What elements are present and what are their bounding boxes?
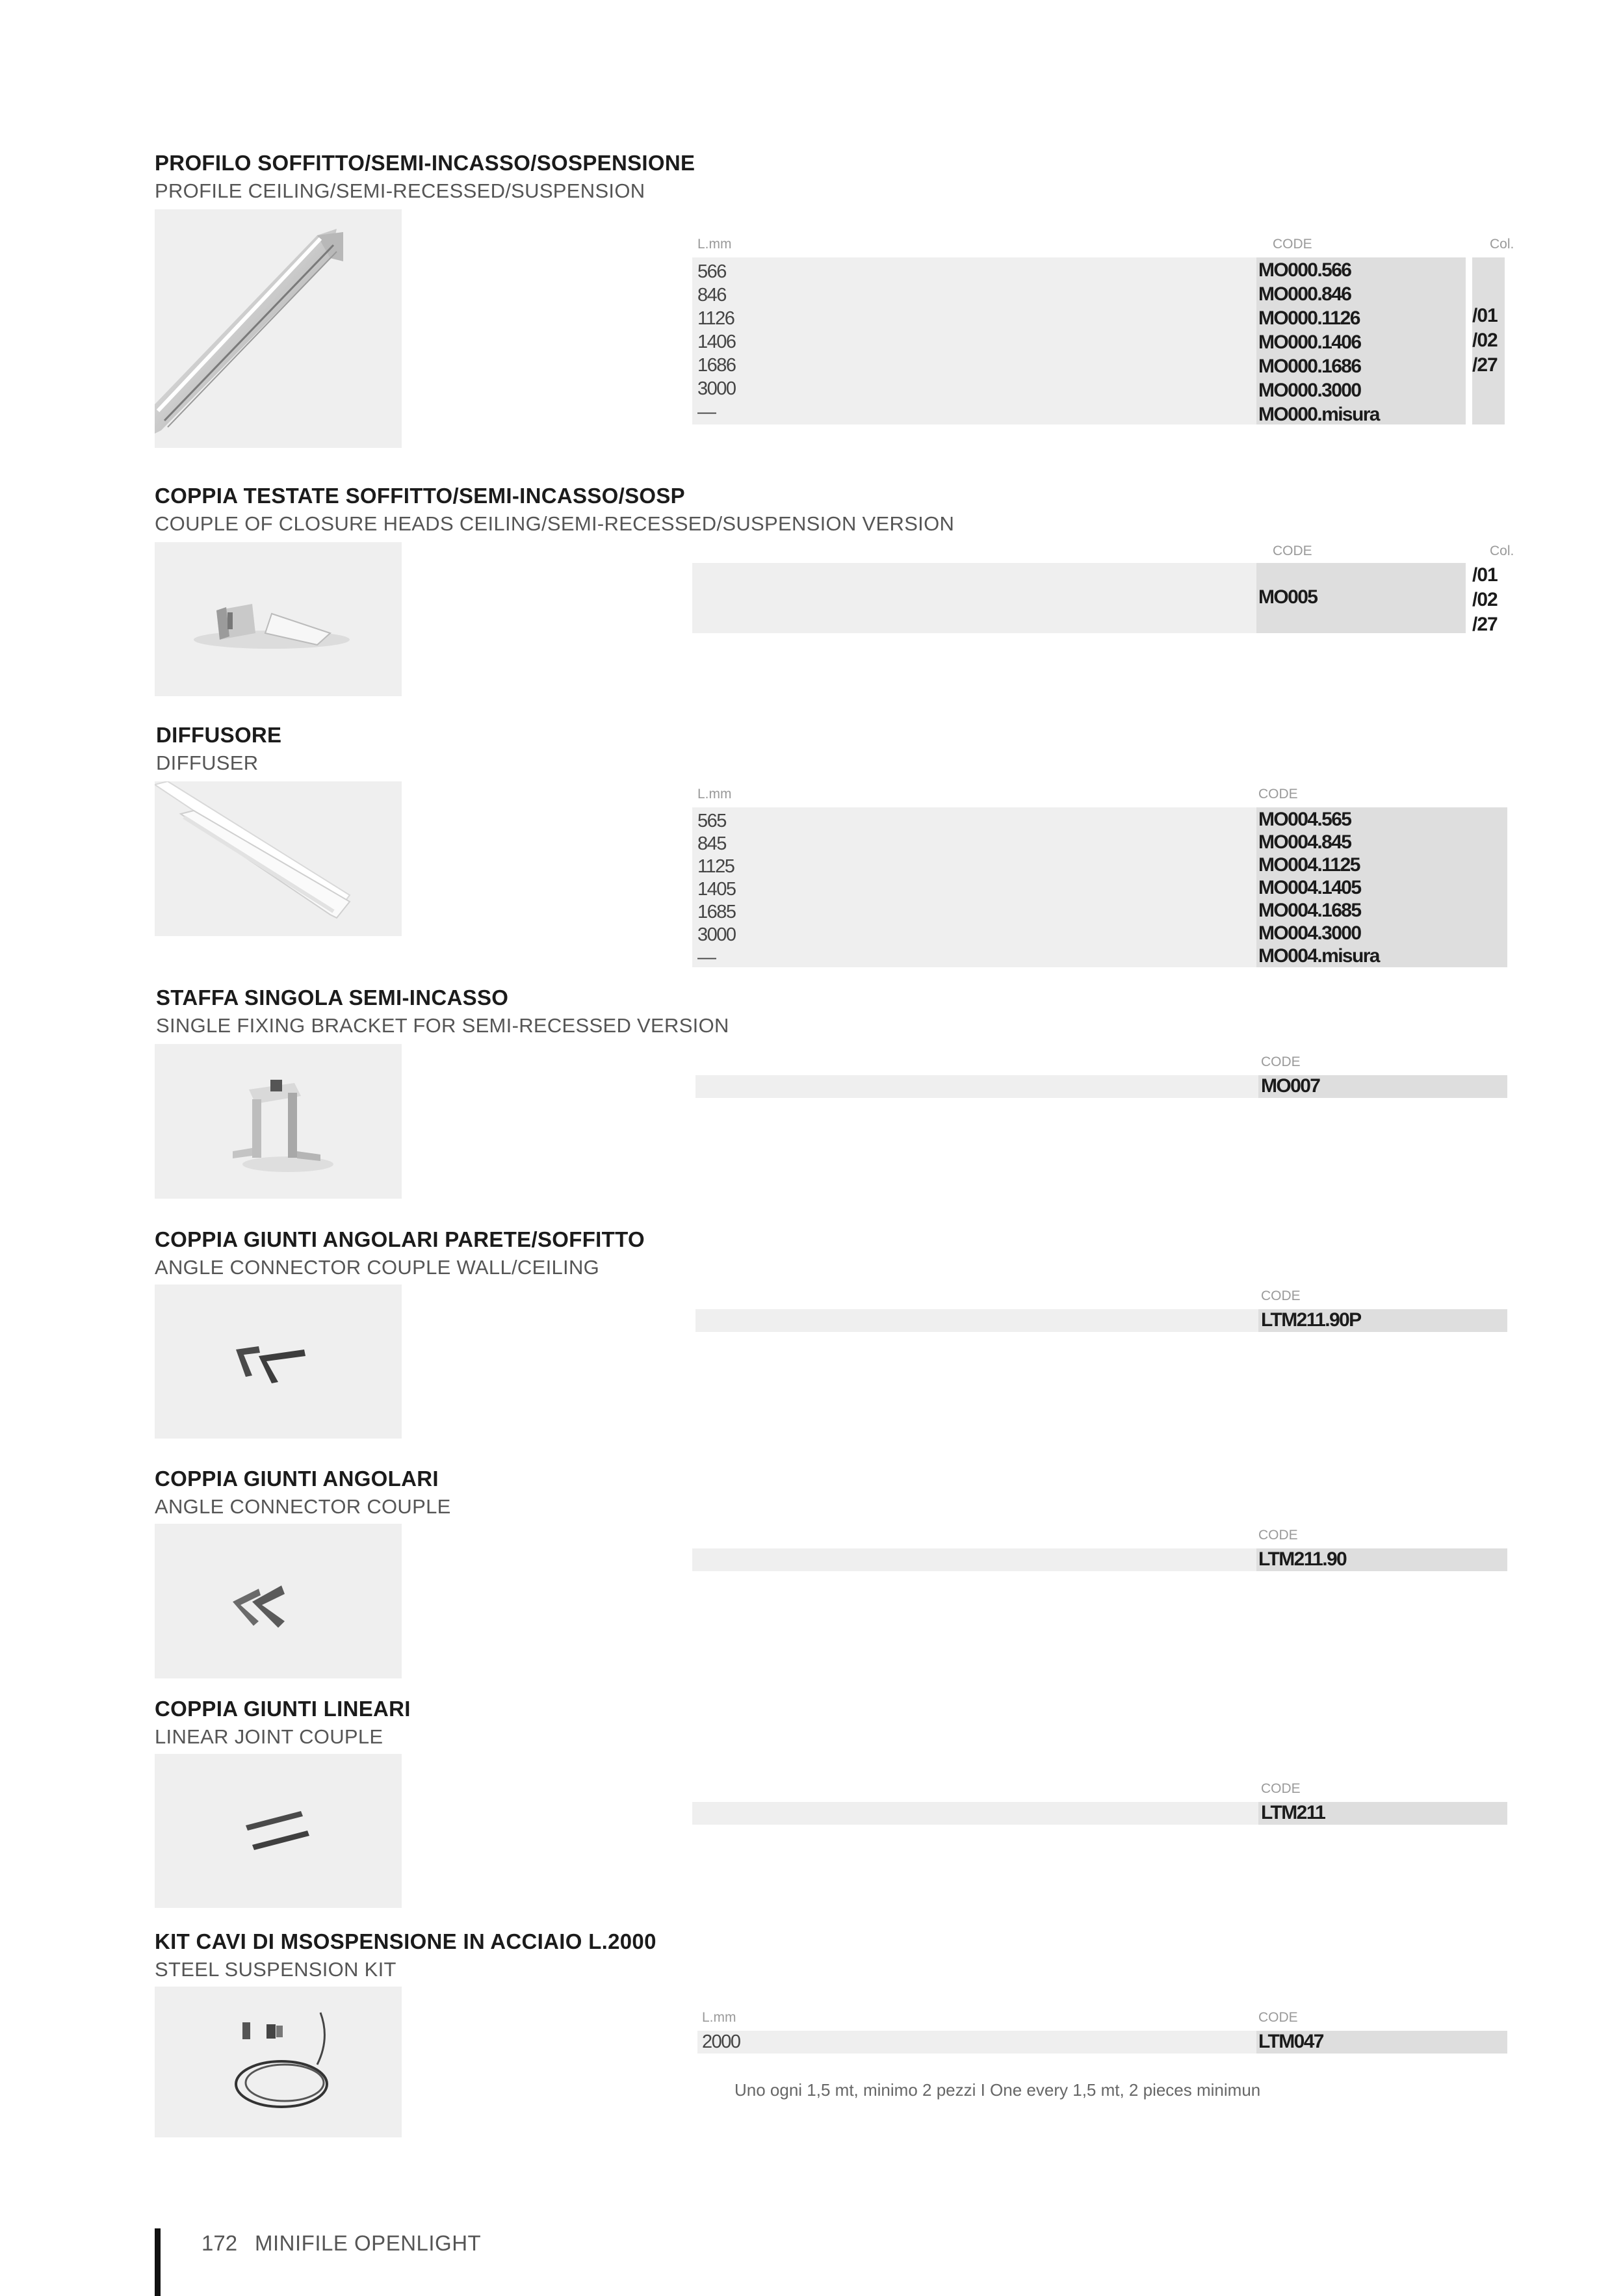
length-value: 2000 bbox=[702, 2031, 740, 2052]
length-value: 1685 bbox=[697, 902, 736, 922]
code-band-left bbox=[692, 1548, 1256, 1571]
diffuser-image bbox=[155, 781, 402, 936]
section-title-it: COPPIA GIUNTI LINEARI bbox=[155, 1697, 411, 1721]
length-band bbox=[697, 2031, 1256, 2054]
section-title-en: PROFILE CEILING/SEMI-RECESSED/SUSPENSION bbox=[155, 179, 645, 202]
section-title-it: KIT CAVI DI MSOSPENSIONE IN ACCIAIO L.2000 bbox=[155, 1929, 656, 1953]
product-code: MO004.1125 bbox=[1258, 854, 1360, 876]
code-label: CODE bbox=[1273, 237, 1312, 252]
length-value: 565 bbox=[697, 811, 726, 831]
code-label: CODE bbox=[1261, 1781, 1301, 1796]
product-code: LTM211.90 bbox=[1258, 1548, 1347, 1570]
product-code: LTM211 bbox=[1261, 1802, 1325, 1823]
suspension-kit-image bbox=[155, 1987, 402, 2137]
section-title-it: COPPIA TESTATE SOFFITTO/SEMI-INCASSO/SOSP bbox=[155, 484, 685, 508]
section-title-en: DIFFUSER bbox=[156, 751, 259, 774]
product-code: MO005 bbox=[1258, 586, 1318, 608]
page-number: 172 bbox=[201, 2231, 238, 2255]
product-code: LTM211.90P bbox=[1261, 1309, 1361, 1331]
col-label: Col. bbox=[1490, 543, 1514, 558]
code-label: CODE bbox=[1261, 1054, 1301, 1069]
length-value: 846 bbox=[697, 285, 726, 306]
section-title-en: STEEL SUSPENSION KIT bbox=[155, 1958, 396, 1981]
product-code: MO000.1686 bbox=[1258, 356, 1361, 377]
angle-connector-wall-image bbox=[155, 1285, 402, 1439]
fixing-bracket-image bbox=[155, 1044, 402, 1199]
product-code: LTM047 bbox=[1258, 2031, 1323, 2052]
code-label: CODE bbox=[1258, 1528, 1298, 1543]
col-label: Col. bbox=[1490, 237, 1514, 252]
section-title-it: STAFFA SINGOLA SEMI-INCASSO bbox=[156, 985, 509, 1010]
product-code: MO000.3000 bbox=[1258, 380, 1361, 401]
length-value: 3000 bbox=[697, 378, 736, 399]
length-value: 1686 bbox=[697, 355, 736, 376]
length-list bbox=[697, 810, 736, 969]
catalog-title: MINIFILE OPENLIGHT bbox=[255, 2231, 482, 2255]
product-code: MO000.1126 bbox=[1258, 307, 1360, 329]
length-list bbox=[697, 260, 736, 424]
aluminium-profile-image bbox=[155, 209, 402, 448]
product-code: MO000.566 bbox=[1258, 259, 1351, 281]
section-title-en: SINGLE FIXING BRACKET FOR SEMI-RECESSED VERSION bbox=[156, 1014, 729, 1037]
length-band bbox=[692, 257, 1256, 424]
linear-joint-image bbox=[155, 1754, 402, 1908]
code-label: CODE bbox=[1258, 787, 1298, 802]
color-code: /27 bbox=[1472, 354, 1498, 376]
length-value: — bbox=[697, 947, 716, 968]
code-list bbox=[1258, 808, 1379, 967]
length-value: 566 bbox=[697, 261, 726, 282]
color-list bbox=[1472, 563, 1498, 637]
section-title-it: PROFILO SOFFITTO/SEMI-INCASSO/SOSPENSIONE bbox=[155, 151, 695, 175]
section-title-en: COUPLE OF CLOSURE HEADS CEILING/SEMI-RECESSED/SUSPENSION VERSION bbox=[155, 512, 955, 535]
color-code: /01 bbox=[1472, 564, 1498, 586]
length-label: L.mm bbox=[702, 2010, 736, 2025]
length-band bbox=[692, 807, 1256, 967]
section-title-en: ANGLE CONNECTOR COUPLE bbox=[155, 1495, 451, 1518]
code-band-left bbox=[695, 1309, 1258, 1332]
product-code: MO004.misura bbox=[1258, 945, 1379, 967]
product-code: MO000.misura bbox=[1258, 404, 1379, 425]
length-value: 1405 bbox=[697, 879, 736, 900]
length-value: 3000 bbox=[697, 924, 736, 945]
section-title-it: DIFFUSORE bbox=[156, 723, 282, 747]
usage-note: Uno ogni 1,5 mt, minimo 2 pezzi I One every 1,5 mt, 2 pieces minimun bbox=[734, 2080, 1261, 2100]
length-label: L.mm bbox=[697, 787, 732, 802]
color-list bbox=[1472, 304, 1498, 378]
product-code: MO004.3000 bbox=[1258, 922, 1361, 944]
section-title-en: LINEAR JOINT COUPLE bbox=[155, 1725, 383, 1748]
color-code: /02 bbox=[1472, 589, 1498, 610]
code-band-left bbox=[692, 563, 1256, 633]
product-code: MO004.1405 bbox=[1258, 877, 1361, 898]
angle-connector-image bbox=[155, 1524, 402, 1678]
color-code: /27 bbox=[1472, 614, 1498, 635]
product-code: MO000.846 bbox=[1258, 283, 1351, 305]
section-title-it: COPPIA GIUNTI ANGOLARI PARETE/SOFFITTO bbox=[155, 1227, 645, 1251]
code-band-left bbox=[692, 1802, 1258, 1825]
length-value: 1126 bbox=[697, 308, 734, 329]
code-label: CODE bbox=[1258, 2010, 1298, 2025]
code-band-left bbox=[695, 1075, 1258, 1098]
product-code: MO004.1685 bbox=[1258, 900, 1361, 921]
code-list bbox=[1258, 258, 1379, 426]
length-value: — bbox=[697, 402, 716, 423]
product-code: MO000.1406 bbox=[1258, 332, 1361, 353]
section-title-it: COPPIA GIUNTI ANGOLARI bbox=[155, 1467, 439, 1491]
length-value: 1125 bbox=[697, 856, 734, 877]
product-code: MO004.565 bbox=[1258, 809, 1351, 830]
closure-heads-image bbox=[155, 542, 402, 696]
code-label: CODE bbox=[1273, 543, 1312, 558]
footer-bar bbox=[155, 2228, 161, 2296]
color-code: /01 bbox=[1472, 305, 1498, 326]
length-label: L.mm bbox=[697, 237, 732, 252]
length-value: 845 bbox=[697, 833, 726, 854]
color-code: /02 bbox=[1472, 330, 1498, 351]
length-value: 1406 bbox=[697, 332, 736, 352]
product-code: MO004.845 bbox=[1258, 831, 1351, 853]
code-label: CODE bbox=[1261, 1288, 1301, 1303]
product-code: MO007 bbox=[1261, 1075, 1320, 1097]
section-title-en: ANGLE CONNECTOR COUPLE WALL/CEILING bbox=[155, 1256, 600, 1279]
